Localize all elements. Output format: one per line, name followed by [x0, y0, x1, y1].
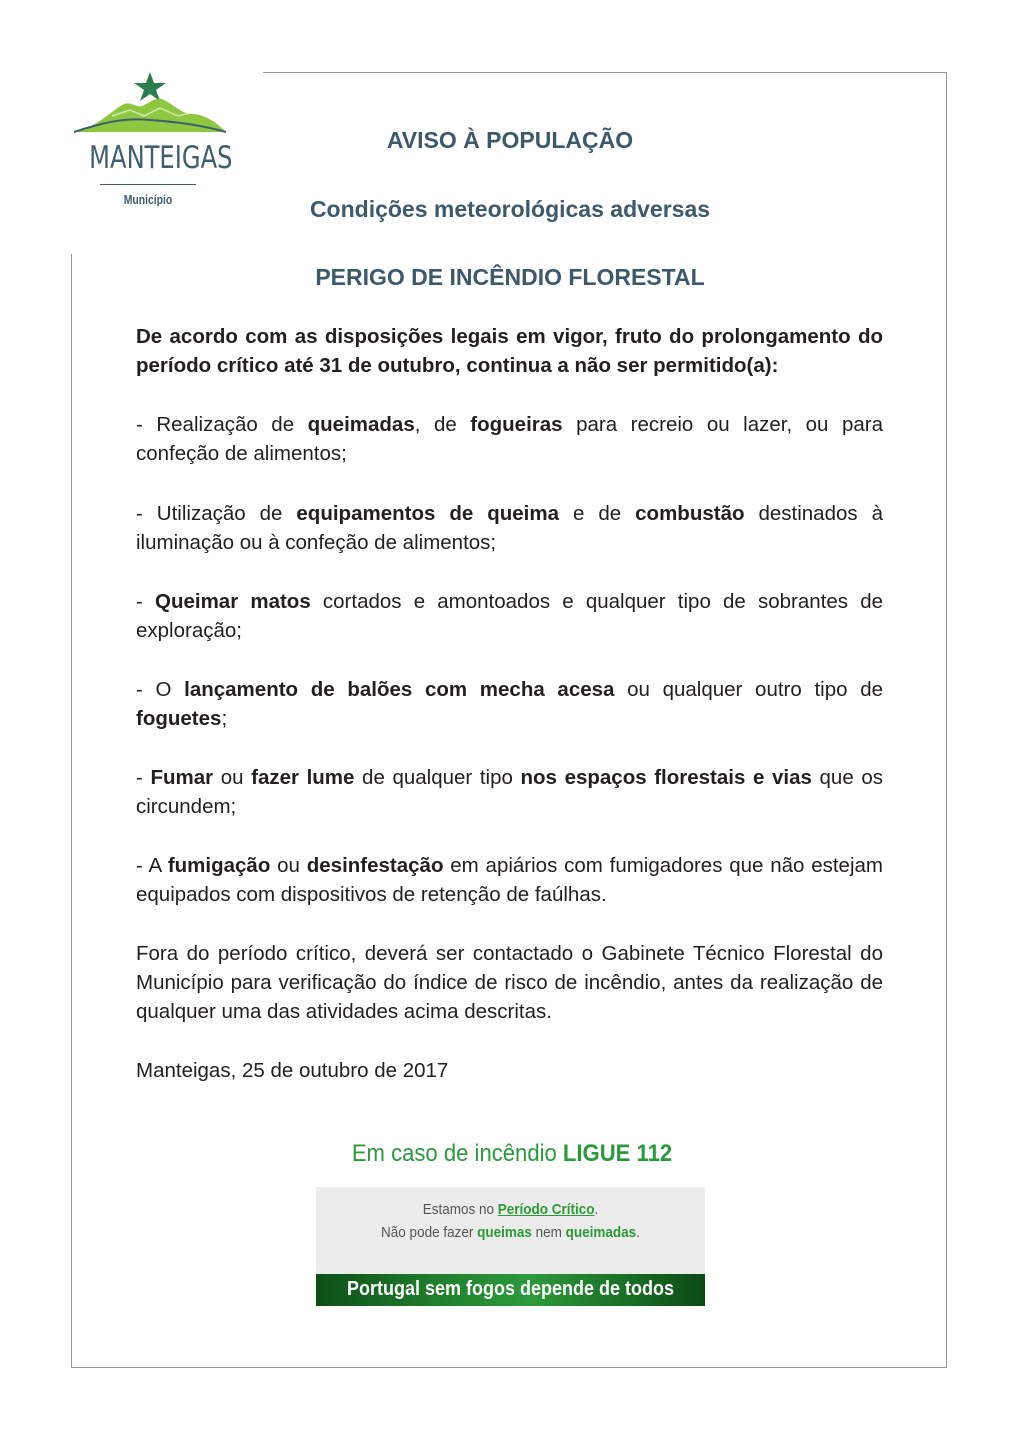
item-emphasis: fazer lume: [251, 766, 355, 789]
item-text: de qualquer tipo: [354, 766, 521, 789]
frame-line-top: [263, 72, 947, 73]
item-emphasis: fumigação: [167, 854, 271, 877]
item-emphasis: Fumar: [150, 766, 214, 789]
banner-highlight: queimas: [477, 1224, 532, 1241]
prohibition-item: [136, 499, 883, 557]
item-text: ou: [213, 766, 252, 789]
logo-divider: [100, 184, 196, 185]
item-emphasis: equipamentos de queima: [296, 502, 560, 525]
item-text: destinados à iluminação ou à confeção de alimentos;: [136, 502, 883, 554]
prohibition-item: [136, 763, 883, 821]
item-emphasis: combustão: [635, 502, 745, 525]
place-date: Manteigas, 25 de outubro de 2017: [136, 1059, 449, 1082]
item-text: que os circundem;: [136, 766, 883, 818]
item-text: -: [136, 590, 155, 613]
logo-name: MANTEIGAS: [89, 140, 233, 176]
item-text: - O: [136, 678, 185, 701]
frame-line-left: [71, 254, 72, 1368]
logo-subtitle: Município: [123, 192, 173, 207]
prohibition-item: [136, 587, 883, 645]
item-text: -: [136, 766, 151, 789]
item-emphasis: queimadas: [307, 413, 415, 436]
fire-danger-heading: PERIGO DE INCÊNDIO FLORESTAL: [315, 264, 705, 290]
frame-line-right: [946, 72, 947, 1368]
item-emphasis: foguetes: [136, 707, 222, 730]
prohibition-item: [136, 410, 883, 468]
notice-title: AVISO À POPULAÇÃO: [386, 127, 634, 153]
campaign-banner: [316, 1187, 705, 1306]
banner-text: Não pode fazer: [381, 1224, 478, 1241]
item-emphasis: nos espaços florestais e vias: [520, 766, 812, 789]
item-emphasis: fogueiras: [470, 413, 563, 436]
banner-line-2: [335, 1224, 685, 1241]
emergency-number: LIGUE 112: [562, 1140, 673, 1167]
item-text: ou: [270, 854, 307, 877]
star-icon: [134, 72, 166, 101]
banner-text: .: [636, 1224, 640, 1241]
prohibition-item: [136, 675, 883, 733]
item-text: , de: [414, 413, 471, 436]
prohibition-item: [136, 851, 883, 909]
item-text: - A: [136, 854, 168, 877]
item-text: ;: [221, 707, 228, 730]
critical-period-text: Período Crítico: [497, 1201, 595, 1218]
banner-text: nem: [531, 1224, 566, 1241]
banner-slogan: Portugal sem fogos depende de todos: [346, 1278, 675, 1300]
item-text: - Utilização de: [136, 502, 297, 525]
item-emphasis: desinfestação: [306, 854, 444, 877]
closing-paragraph: Fora do período crítico, deverá ser contactado o Gabinete Técnico Florestal do Município para verificação do índice de risco de incêndio, antes da realização de qualquer uma das atividades acima descritas.: [136, 942, 883, 1023]
emergency-call-line: [317, 1140, 707, 1168]
item-text: e de: [559, 502, 636, 525]
item-text: ou qualquer outro tipo de: [614, 678, 883, 701]
banner-text: .: [594, 1201, 599, 1218]
banner-slogan-strip: [316, 1274, 705, 1306]
item-text: em apiários com fumigadores que não estejam equipados com dispositivos de retenção de faúlhas.: [136, 854, 883, 906]
notice-subtitle: Condições meteorológicas adversas: [309, 196, 711, 222]
item-text: cortados e amontoados e qualquer tipo de sobrantes de exploração;: [136, 590, 883, 642]
item-emphasis: Queimar matos: [155, 590, 311, 613]
banner-highlight: queimadas: [565, 1224, 637, 1241]
frame-line-bottom: [71, 1367, 947, 1368]
item-text: para recreio ou lazer, ou para confeção de alimentos;: [136, 413, 884, 465]
banner-text: Estamos no: [422, 1201, 498, 1218]
item-emphasis: lançamento de balões com mecha acesa: [184, 678, 615, 701]
banner-line-1: [335, 1201, 685, 1218]
emergency-prefix: Em caso de incêndio: [351, 1140, 563, 1167]
item-text: - Realização de: [136, 413, 308, 436]
intro-paragraph: De acordo com as disposições legais em vigor, fruto do prolongamento do período crítico até 31 de outubro, continua a não ser permitido(a):: [136, 325, 883, 377]
